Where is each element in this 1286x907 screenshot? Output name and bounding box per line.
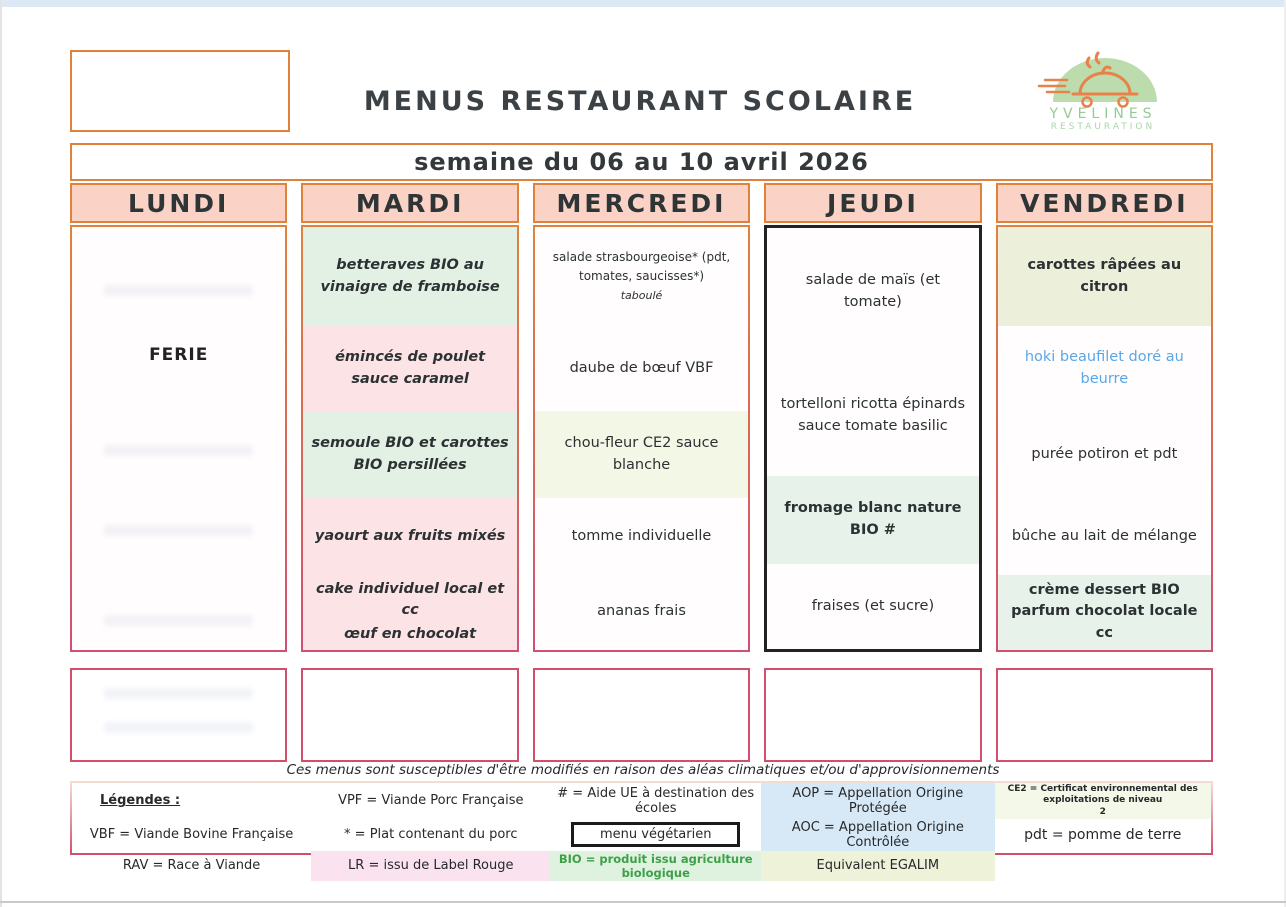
day-body-mercredi [533, 225, 750, 652]
note-box-vendredi [996, 668, 1213, 762]
logo-text-line1: YVELINES [1049, 106, 1157, 122]
legend-box [70, 781, 1213, 880]
day-column-lundi [70, 183, 287, 652]
day-body-lundi [70, 225, 287, 652]
menu-cell-dairy: tomme individuelle [571, 527, 712, 544]
legend-aoc: AOC = Appellation Origine Contrôlée [761, 819, 994, 851]
day-header-mercredi: MERCREDI [533, 183, 750, 223]
legend-vpf: VPF = Viande Porc Française [338, 793, 524, 809]
legend-egalim: Equivalent EGALIM [761, 851, 994, 881]
ghost-text [104, 688, 253, 699]
yvelines-restauration-logo [1028, 44, 1178, 136]
menu-cell-dessert [303, 575, 516, 650]
legend-title: Légendes : [100, 793, 181, 809]
legend-menu-vegetarien [550, 819, 761, 851]
disclaimer-text: Ces menus sont susceptibles d'être modifiés en raison des aléas climatiques et/ou d'approvisionnements [286, 762, 1000, 778]
menu-cell-main: émincés de poulet sauce caramel [303, 326, 516, 411]
legend-label-rouge: LR = issu de Label Rouge [311, 851, 550, 881]
menu-cell-starter: betteraves BIO au vinaigre de framboise [303, 227, 516, 326]
ferie-label: FERIE [149, 345, 209, 365]
legend-aide-ue: # = Aide UE à destination des écoles [557, 785, 755, 816]
starter-main: salade strasbourgeoise* (pdt, tomates, saucisses*) [552, 250, 731, 284]
menu-columns [70, 183, 1213, 652]
ghost-text [104, 525, 253, 536]
blank-corner-box [70, 50, 290, 132]
starter-sub: taboulé [620, 289, 663, 303]
day-column-mercredi [533, 183, 750, 652]
ghost-text [104, 722, 253, 733]
menu-cell-dairy: yaourt aux fruits mixés [303, 498, 516, 574]
menu-cell-dairy: fromage blanc nature BIO # [767, 476, 978, 564]
day-body-jeudi [764, 225, 981, 652]
day-header-lundi: LUNDI [70, 183, 287, 223]
note-box-lundi [70, 668, 287, 762]
ghost-text [104, 445, 253, 456]
menu-cell-starter [535, 227, 748, 326]
dessert-line1: cake individuel local et cc [316, 580, 505, 619]
menu-cell-dessert: fraises (et sucre) [811, 597, 935, 614]
day-column-jeudi [764, 183, 981, 652]
legend-ce2-line1: CE2 = Certificat environnemental des exploitations de niveau [1007, 784, 1198, 806]
scan-edge-bottom [0, 901, 1286, 903]
menu-cell-starter: salade de maïs (et tomate) [805, 272, 941, 310]
legend-porc: * = Plat contenant du porc [344, 827, 518, 843]
note-box-jeudi [764, 668, 981, 762]
ghost-text [104, 285, 253, 296]
page-title: MENUS RESTAURANT SCOLAIRE [363, 86, 917, 117]
legend-ce2-line2: 2 [1099, 806, 1106, 817]
menu-cell-side: chou-fleur CE2 sauce blanche [535, 411, 748, 498]
note-box-mercredi [533, 668, 750, 762]
note-box-mardi [301, 668, 518, 762]
menu-cell-side: semoule BIO et carottes BIO persillées [303, 411, 516, 498]
logo-text-line2: RESTAURATION [1050, 122, 1156, 132]
legend-aop: AOP = Appellation Origine Protégée [761, 783, 994, 819]
legend-rav: RAV = Race à Viande [122, 858, 261, 874]
legend-vbf: VBF = Viande Bovine Française [89, 827, 294, 843]
dessert-line2: œuf en chocolat [344, 626, 477, 643]
vegetarian-menu-frame: menu végétarien [571, 822, 740, 847]
week-banner: semaine du 06 au 10 avril 2026 [70, 143, 1213, 181]
menu-cell-dessert: ananas frais [597, 603, 686, 620]
day-header-jeudi: JEUDI [764, 183, 981, 223]
scan-edge-top [0, 0, 1286, 7]
day-body-vendredi [996, 225, 1213, 652]
menu-cell-side: purée potiron et pdt [1031, 445, 1178, 462]
menu-cell-main: hoki beaufilet doré au beurre [1024, 348, 1184, 387]
cloche-logo-icon [1028, 44, 1178, 110]
legend-empty-cell [995, 851, 1211, 881]
empty-notes-row [70, 668, 1213, 762]
legend-ce2 [995, 783, 1211, 819]
day-column-vendredi [996, 183, 1213, 652]
day-header-vendredi: VENDREDI [996, 183, 1213, 223]
menu-cell-starter: carottes râpées au citron [998, 227, 1211, 326]
ghost-text [104, 615, 253, 626]
menu-cell-main: tortelloni ricotta épinards sauce tomate basilic [780, 396, 966, 434]
day-header-mardi: MARDI [301, 183, 518, 223]
menu-cell-dessert: crème dessert BIO parfum chocolat locale cc [998, 575, 1211, 650]
menu-cell-dairy: bûche au lait de mélange [1011, 527, 1197, 544]
day-body-mardi [301, 225, 518, 652]
menu-cell-main: daube de bœuf VBF [569, 359, 714, 376]
day-column-mardi [301, 183, 518, 652]
legend-bio: BIO = produit issu agriculture biologique [550, 851, 761, 881]
legend-pdt: pdt = pomme de terre [1024, 826, 1182, 843]
